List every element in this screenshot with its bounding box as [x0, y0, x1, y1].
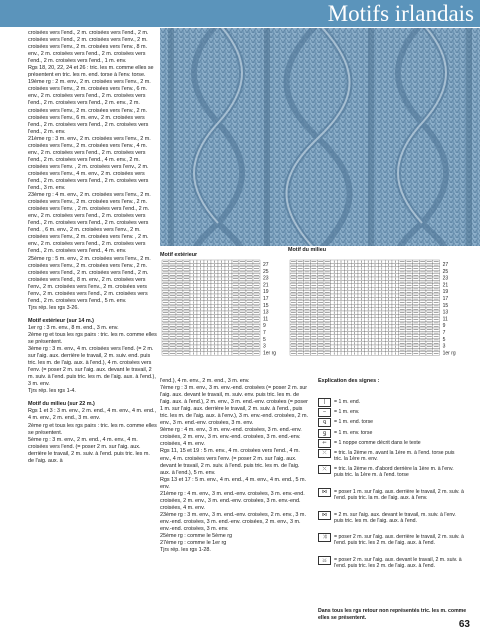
row-number: 23: [263, 275, 269, 282]
row-number: 1er rg: [442, 350, 456, 357]
row-number: 7: [442, 330, 446, 336]
legend-symbol: ꝗ: [318, 418, 331, 427]
paragraph: 19ème rg : 2 m. env., 2 m. croisées vers l'env., 2 m. croisées vers l'env., 2 m. croisées vers l'env., 6 m. env., 2 m. croisées vers l'end., 2 m. croisées vers l'end., 2 m. croisées vers l'end., 2 m. env., 2 m. croisées vers l'env., 2 m. croisées vers l'env., 2 m. croisées vers l'env., 6 m. env., 2 m. croisées vers l'end., 2 m. croisées vers l'end., 2 m. croisées vers l'end., 2 m. env.: [28, 79, 153, 135]
row-number: 1er rg: [263, 350, 277, 357]
page-number: 63: [458, 619, 470, 630]
legend-text: = 1 m. env.: [334, 409, 360, 416]
row-number: 15: [442, 302, 449, 309]
row-number: 25: [442, 268, 449, 275]
chart-outer-label: Motif extérieur: [160, 252, 198, 258]
row-number: 11: [263, 316, 269, 323]
paragraph: 9ème rg : 4 m. env., 3 m. env.-end. croisées, 3 m. end.-env. croisées, 2 m. env., 3 m. env.-end. croisées, 3 m. end.-env. croisées, 4 m. env.: [160, 427, 304, 448]
chart-middle-label: Motif du milieu: [288, 247, 327, 253]
knitted-swatch-photo: [160, 28, 480, 246]
paragraph: Rgs 11, 15 et 19 : 5 m. env., 4 m. croisées vers l'end., 4 m. env., 4 m. croisées vers l'env. (= poser 2 m. sur l'aig. aux. devant le travail, 2 m. suiv. à l'end. puis tric. les m. de l'aig. aux. à l'end.), 5 m. env.: [160, 448, 302, 476]
legend-symbol: ꝗ̲: [318, 429, 331, 438]
row-number: 9: [442, 323, 446, 330]
paragraph: Tjrs rép. les rgs 1-28.: [160, 547, 211, 554]
row-number: 19: [442, 289, 449, 296]
row-number: 21: [263, 282, 269, 289]
paragraph: Rgs 18, 20, 22, 24 et 26 : tric. les m. comme elles se présentent en tric. les m. end. torse à l'env. torse.: [28, 65, 156, 79]
legend-symbol: –: [318, 408, 331, 417]
page-title: Motifs irlandais: [327, 1, 474, 26]
row-number: 27: [442, 262, 449, 268]
paragraph: Motif du milieu (sur 22 m.): [28, 401, 95, 408]
paragraph: 27ème rg : comme le 1er rg: [160, 540, 227, 547]
paragraph: 7ème rg : 3 m. env., 3 m. env.-end. croisées (= poser 2 m. sur l'aig. aux. devant le travail, m. suiv. env. puis tric. les m. de l'aig. aux. à l'end.), 2 m. env., 3 m. end.-env. croisées (= poser 1 m. sur l'aig. aux. derrière le travail, 2 m. suiv. à l'end., puis tric. les m. de l'aig. aux. à l'env.), 3 m. env.-end. croisées, 2 m. env., 3 m. end.-env. croisées, 3 m. env.: [160, 385, 310, 427]
legend-text: = 1 m. end. torse: [334, 419, 374, 426]
paragraph: 25ème rg : 5 m. env., 2 m. croisées vers l'env., 2 m. croisées vers l'env., 2 m. croisées vers l'env., 2 m. croisées vers l'end., 2 m. croisées vers l'end., 2 m. croisées vers l'end., 8 m. env., 2 m. croisées vers l'env., 2 m. croisées vers l'env., 2 m. croisées vers l'env., 2 m. croisées vers l'end., 2 m. croisées vers l'end., 2 m. croisées vers l'end., 5 m. env.: [28, 255, 153, 304]
row-number: 19: [263, 289, 269, 296]
row-number: 17: [442, 296, 449, 302]
legend-symbol: ⇐: [318, 439, 331, 448]
row-number: 5: [442, 336, 446, 343]
legend-title: Explication des signes :: [318, 378, 380, 384]
chart-middle: [288, 258, 458, 358]
legend-text: = poser 1 m. sur l'aig. aux. derrière le travail, 2 m. suiv. à l'end. puis tric. la m. de l'aig. aux. à l'env.: [334, 489, 464, 501]
paragraph: l'end.), 4 m. env., 2 m. end., 3 m. env.: [160, 378, 250, 384]
row-number: 3: [442, 343, 446, 350]
row-number: 7: [263, 330, 266, 336]
paragraph: 1er rg : 3 m. env., 8 m. end., 3 m. env.: [28, 324, 119, 331]
legend-symbol: ⤩: [318, 556, 331, 565]
paragraph: 2ème rg et tous les rgs pairs : tric. les m. comme elles se présentent.: [28, 331, 159, 346]
row-number: 3: [263, 343, 266, 350]
paragraph: 2ème rg et tous les rgs pairs : tric. les m. comme elles se présentent.: [28, 422, 159, 436]
paragraph: Tjrs rép. les rgs 1-4.: [28, 388, 76, 395]
footnote: Dans tous les rgs retour non représentés tric. les m. comme elles se présentent.: [318, 608, 467, 621]
legend-text: = 1 m. env. torse: [334, 429, 373, 436]
legend-symbol: ⤨: [318, 533, 331, 542]
paragraph: 23ème rg : 3 m. env., 3 m. end.-env. croisées, 2 m. env., 3 m. env.-end. croisées, 3 m. end.-env. croisées, 2 m. env., 3 m. env.-end. croisées, 3 m. env.: [160, 511, 308, 532]
paragraph: 25ème rg : comme le 5ème rg: [160, 533, 232, 540]
text-column-middle: [160, 378, 311, 554]
row-number: 27: [263, 262, 269, 268]
paragraph: Rgs 1 et 3 : 3 m. env., 2 m. end., 4 m. env., 4 m. end., 4 m. env., 2 m. end., 3 m. env.: [28, 408, 158, 422]
row-number: 15: [263, 302, 269, 309]
legend-text: = 2 m. sur l'aig. aux. devant le travail, m. suiv. à l'env. puis tric. les m. de l'aig. aux. à l'end.: [334, 511, 456, 524]
legend-symbol: ⤬: [318, 465, 331, 474]
paragraph: 23ème rg : 4 m. env., 2 m. croisées vers l'env., 2 m. croisées vers l'env., 2 m. croisées vers l'env., 2 m. croisées vers l'env. , 2 m. croisées vers l'end., 2 m. env., 2 m. croisées vers l'end., 2 m. croisées vers l'end., 2 m. croisées vers l'end., 2 m. croisées vers l'end. , 6 m. env., 2 m. croisées vers l'env., 2 m. croisées vers l'env., 2 m. croisées vers l'env. , 2 m. env., 2 m. croisées vers l'end., 2 m. croisées vers l'end., 2 m. croisées vers l'end., 4 m. env.: [28, 192, 153, 255]
legend-symbol: ⤫: [318, 449, 331, 458]
legend-text: = tric. la 2ème m. avant la 1ère m. à l'end. torse puis tric. la 1ère m. env.: [334, 450, 455, 462]
row-number: 25: [263, 268, 269, 275]
legend-symbol: |: [318, 398, 331, 407]
row-number: 11: [442, 316, 448, 323]
legend-text: = 1 m. end.: [334, 399, 361, 405]
paragraph: Tjrs rép. les rgs 3-26.: [28, 304, 79, 311]
row-number: 23: [442, 275, 449, 282]
chart-outer: [160, 258, 282, 358]
legend-symbol: ⋈: [318, 511, 331, 520]
paragraph: Motif extérieur (sur 14 m.): [28, 317, 94, 324]
legend-text: = poser 2 m. sur l'aig. aux. derrière le travail, 2 m. suiv. à l'end. puis tric. les 2 m. de l'aig. aux. à l'end.: [334, 534, 464, 547]
row-number: 5: [263, 336, 266, 343]
legend-text: = poser 2 m. sur l'aig. aux. devant le travail, 2 m. suiv. à l'end. puis tric. les 2 m. de l'aig. aux. à l'end.: [334, 556, 462, 569]
paragraph: 21ème rg : 3 m. env., 2 m. croisées vers l'env., 2 m. croisées vers l'env., 2 m. croisées vers l'env., 4 m. env., 2 m. croisées vers l'end., 2 m. croisées vers l'end., 2 m. croisées vers l'end., 4 m. env., 2 m. croisées vers l'env. , 2 m. croisées vers l'env., 2 m. croisées vers l'env., 4 m. env., 2 m. croisées vers l'end., 2 m. croisées vers l'end., 2 m. croisées vers l'end., 3 m. env.: [28, 135, 153, 192]
legend-text: = tric. la 2ème m. d'abord derrière la 1ère m. à l'env. puis tric. la 1ère m. à l'end. torse: [334, 466, 454, 479]
legend-text: = 1 noppe comme décrit dans le texte: [334, 439, 421, 446]
paragraph: Rgs 13 et 17 : 5 m. env., 4 m. end., 4 m. env., 4 m. end., 5 m. env.: [160, 476, 308, 490]
legend-symbol: ⋈: [318, 488, 331, 497]
row-number: 9: [263, 323, 266, 330]
text-column-left: [28, 30, 157, 465]
paragraph: 3ème rg : 3 m. env., 4 m. croisées vers l'end. (= 2 m. sur l'aig. aux. derrière le travail, 2 m. suiv. end. puis tric. les m. de l'aig. aux. à l'end.), 4 m. croisées vers l'env. (= poser 2 m. sur l'aig. aux. devant le travail, 2 m. suiv. à l'end. puis tric. les m. de l'aig. aux. à l'end.), 3 m. env.: [28, 346, 158, 388]
row-number: 17: [263, 296, 269, 302]
row-number: 21: [442, 282, 449, 289]
paragraph: croisées vers l'end., 2 m. croisées vers l'end., 2 m. croisées vers l'end., 2 m. croisées vers l'env., 2 m. croisées vers l'env., 2 m. croisées vers l'env., 8 m. env., 2 m. croisées vers l'end., 2 m. croisées vers l'end., 2 m. croisées vers l'end., 1 m. env.: [28, 30, 150, 65]
row-number: 13: [263, 309, 269, 316]
row-number: 13: [442, 309, 449, 316]
paragraph: 21ème rg : 4 m. env., 3 m. end.-env. croisées, 3 m. env.-end. croisées, 2 m. env., 3 m. end.-env. croisées, 3 m. env.-end. croisées, 4 m. env.: [160, 490, 307, 511]
paragraph: 5ème rg : 3 m. env., 2 m. end., 4 m. env., 4 m. croisées vers l'end. (= poser 2 m. sur l'aig. aux. derrière le travail, 2 m. suiv. à l'end. puis tric. les m. de l'aig. aux. à: [28, 436, 152, 464]
